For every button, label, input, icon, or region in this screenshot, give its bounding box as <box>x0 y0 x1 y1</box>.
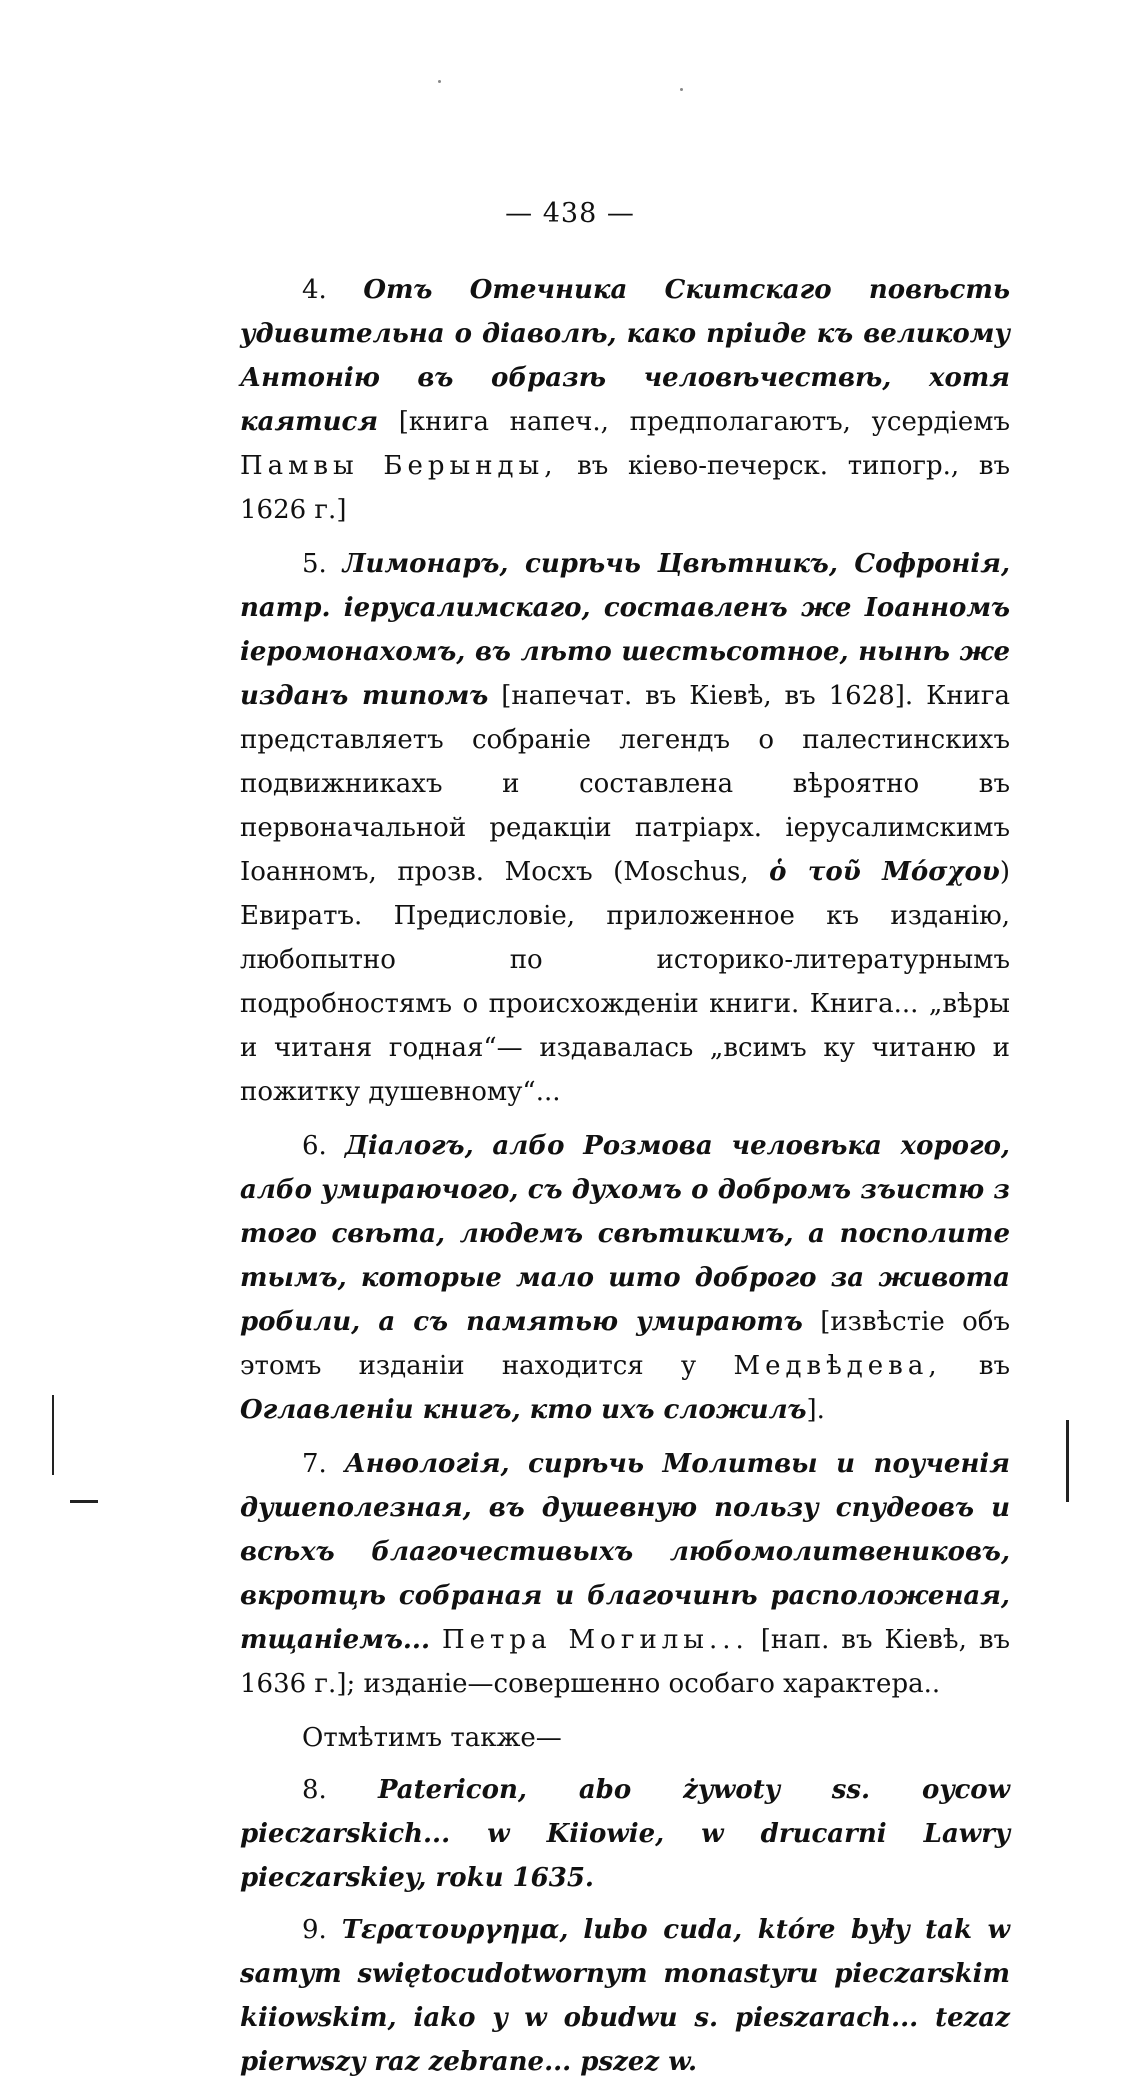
intro-line <box>240 1716 1010 1760</box>
entry-number: 9. <box>302 1915 327 1945</box>
page-number: — 438 — <box>505 198 635 229</box>
entry-title: Patericon, abo żywoty ss. oycow pieczarskich... w Kiiowie, w drucarni Lawry pieczarskiey, roku 1635. <box>240 1775 1011 1893</box>
entry-number: 4. <box>302 275 327 305</box>
author-name: Медвѣдева, <box>733 1351 942 1381</box>
margin-line-right <box>1066 1420 1069 1502</box>
entry-9 <box>240 1908 1010 2084</box>
margin-line-left <box>52 1395 54 1475</box>
entry-note: ]. <box>806 1395 825 1425</box>
greek-phrase: ὁ τοῦ Μόσχου <box>769 857 1000 887</box>
entry-title: Лимонаръ, сирѣчь Цвѣтникъ, Софронія, патр. іерусалимскаго, составленъ же Іоанномъ іеромонахомъ, въ лѣто шестьсотное, нынѣ же изданъ типомъ <box>240 549 1010 711</box>
entry-note: [нап. въ Кіевѣ, въ 1636 г.]; изданіе—совершенно особаго характера.. <box>240 1625 1011 1699</box>
entry-note: въ <box>978 1351 1011 1381</box>
entry-number: 6. <box>302 1131 327 1161</box>
scan-speck <box>680 88 683 91</box>
intro-text: Отмѣтимъ также— <box>302 1723 562 1753</box>
entry-8 <box>240 1768 1010 1900</box>
scan-speck <box>438 80 441 83</box>
entry-4 <box>240 268 1010 532</box>
entry-number: 8. <box>302 1775 327 1805</box>
entry-title: Діалогъ, албо Розмова человѣка хорого, албо умираючого, съ духомъ о добромъ зъистю з того свѣта, людемъ свѣтикимъ, а посполите тымъ, которые мало што доброго за живота робили, а съ памятью умираютъ <box>240 1131 1010 1337</box>
margin-dash-left <box>70 1500 98 1503</box>
author-name: Петра Могилы... <box>441 1625 749 1655</box>
entry-title: Отъ Отечника Скитскаго повѣсть удивительна о діаволѣ, како пріиде къ великому Антонію въ образѣ человѣчествѣ, хотя каятися <box>240 275 1010 437</box>
entry-number: 5. <box>302 549 327 579</box>
entry-body: [напечат. въ Кіевѣ, въ 1628]. Книга представляетъ собраніе легендъ о палестинскихъ подвижникахъ и составлена вѣроятно въ первоначальной редакціи патріарх. іерусалимскимъ Іоанномъ, прозв. Мосхъ (Moschus, <box>240 681 1010 887</box>
entry-title: lubo cuda, które były tak w samym swiętocudotwornym monastyru pieczarskim kiiowskim, iako y w obudwu s. pieszarach... tezaz pierwszy raz zebrane... pszez w. <box>240 1915 1010 2077</box>
entry-note: [извѣстіе объ этомъ изданіи находится у <box>240 1307 1011 1381</box>
entry-body: ) Евиратъ. Предисловіе, приложенное къ изданію, любопытно по историко-литературнымъ подробностямъ о происхожденіи книги. Книга... „вѣры и читаня годная“— издавалась „всимъ ку читаню и пожитку душевному“... <box>240 857 1011 1107</box>
source-title: Оглавленіи книгъ, кто ихъ сложилъ <box>240 1395 807 1425</box>
greek-title: Τερατουργημα, <box>341 1915 569 1945</box>
entry-note: въ кіево-печерск. типогр., въ 1626 г.] <box>240 451 1011 525</box>
page-text <box>240 268 1010 2092</box>
entry-5 <box>240 542 1010 1114</box>
entry-7 <box>240 1442 1010 1706</box>
entry-note: [книга напеч., предполагаютъ, усердіемъ <box>398 407 1010 437</box>
entry-title: Анѳологія, сирѣчь Молитвы и поученія душеполезная, въ душевную пользу спудеовъ и всѣхъ благочестивыхъ любомолитвениковъ, вкротцѣ собраная и благочинѣ расположеная, тщаніемъ... <box>240 1449 1010 1655</box>
entry-number: 7. <box>302 1449 327 1479</box>
entry-6 <box>240 1124 1010 1432</box>
author-name: Памвы Берынды, <box>240 451 558 481</box>
